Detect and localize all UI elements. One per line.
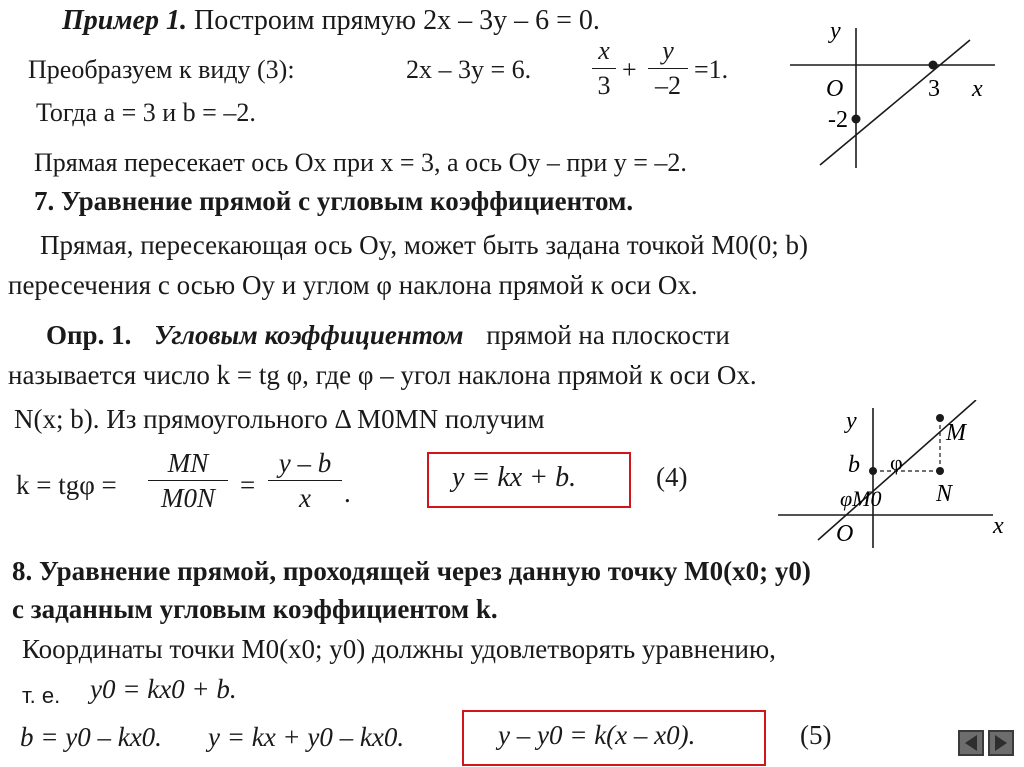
definition-rest: прямой на плоскости (486, 320, 730, 350)
fraction-x-over-3: x 3 (592, 36, 616, 101)
point-x-intercept (929, 61, 938, 70)
eq4-formula: y = kx + b. (452, 462, 577, 493)
eq5-number: (5) (800, 720, 832, 750)
section8-heading2: с заданным угловым коэффициентом k. (12, 594, 498, 624)
graph2-n-label: N (936, 481, 953, 507)
section8-te: т. е. (22, 683, 61, 708)
example-line (62, 5, 600, 37)
graph2-b-label: b (848, 452, 860, 478)
transform-eq: 2x – 3y = 6. (406, 55, 532, 84)
definition-term: Угловым коэффициентом (154, 320, 464, 350)
section7-line1: Прямая, пересекающая ось Oy, может быть задана точкой M0(0; b) (40, 230, 808, 260)
eq5-formula: y – y0 = k(x – x0). (498, 720, 696, 750)
graph1-x-tick: 3 (928, 76, 940, 102)
section8-line1: Координаты точки M0(x0; y0) должны удовлетворять уравнению, (22, 634, 776, 664)
arrow-right-icon (990, 732, 1012, 754)
formula-k-eq: = (240, 470, 256, 500)
prev-slide-button[interactable] (958, 730, 984, 756)
section7-heading: 7. Уравнение прямой с угловым коэффициентом. (34, 186, 634, 216)
section8-heading1: 8. Уравнение прямой, проходящей через данную точку M0(x0; y0) (12, 556, 811, 586)
graph2-phi1: φ (890, 450, 903, 475)
eq4-number: (4) (656, 462, 688, 492)
graph2-origin: O (836, 521, 854, 547)
graph1-y-tick: -2 (828, 107, 848, 133)
intersect-line: Прямая пересекает ось Ox при x = 3, а ось Oy – при y = –2. (34, 148, 687, 177)
definition-line2: называется число k = tg φ, где φ – угол наклона прямой к оси Ox. (8, 360, 757, 390)
section8-eq-b: b = y0 – kx0. (20, 722, 162, 752)
graph-example-line (790, 10, 1010, 170)
definition-line1 (46, 320, 730, 351)
then-line: Тогда a = 3 и b = –2. (36, 98, 256, 127)
section8-eq-y: y = kx + y0 – kx0. (208, 722, 405, 752)
eq-tail: =1. (694, 55, 729, 84)
graph2-phi2: φM0 (840, 486, 882, 511)
graph2-x-label: x (993, 513, 1004, 539)
formula-k-period: . (344, 478, 351, 508)
example-statement: Построим прямую 2x – 3y – 6 = 0. (193, 5, 600, 36)
fraction-mn-over-m0n: MN M0N (148, 448, 228, 513)
graph2-y-label: y (846, 408, 857, 434)
point-m0 (869, 467, 877, 475)
example-title: Пример 1. (62, 5, 187, 36)
definition-line3: N(x; b). Из прямоугольного Δ M0MN получим (14, 404, 545, 434)
graph1-x-label: x (972, 76, 983, 102)
fraction-y-over-minus2: y –2 (648, 36, 688, 101)
next-slide-button[interactable] (988, 730, 1014, 756)
graph2-m-label: M (946, 420, 966, 446)
transform-label: Преобразуем к виду (3): (28, 55, 295, 84)
graph1-origin: O (826, 76, 844, 102)
fraction-ymb-over-x: y – b x (268, 448, 342, 513)
formula-k-lhs: k = tgφ = (16, 470, 117, 500)
definition-label: Опр. 1. (46, 320, 132, 350)
point-n (936, 467, 944, 475)
point-y-intercept (852, 115, 861, 124)
example-line-plot (820, 40, 970, 165)
section7-line2: пересечения с осью Oy и углом φ наклона прямой к оси Ox. (8, 270, 698, 300)
graph-slope-line (778, 400, 1024, 550)
section8-te-eq: y0 = kx0 + b. (90, 674, 237, 704)
point-m (936, 414, 944, 422)
arrow-left-icon (960, 732, 982, 754)
graph1-y-label: y (830, 18, 841, 44)
plus-sign: + (622, 55, 637, 84)
